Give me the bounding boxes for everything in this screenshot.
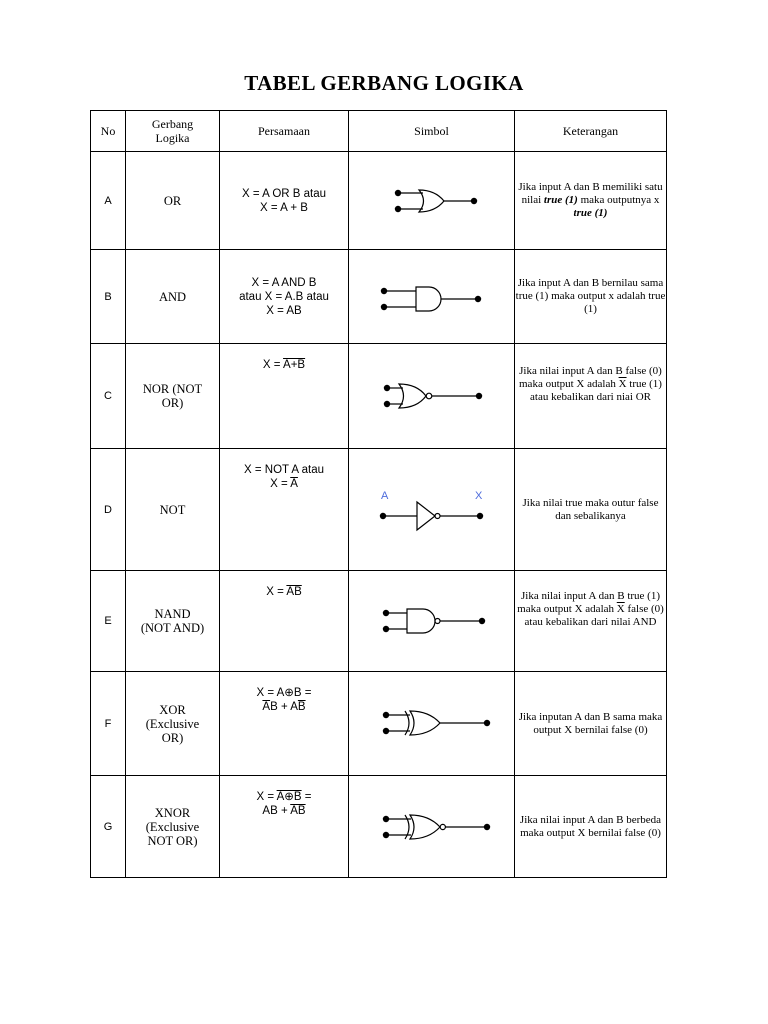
equation-line [220,477,348,491]
equation-line: atau X = A.B atau [239,290,329,303]
description: Jika input A dan B bernilau sama true (1) maka output x adalah true (1) [515,250,667,344]
row-no: G [91,776,126,878]
logic-gate-table [90,110,667,878]
row-no: F [91,672,126,776]
gate-name-line: NAND [154,607,191,621]
table-row-nand [91,571,667,672]
nand-gate-icon [349,572,515,671]
equation-line [220,700,348,714]
description-body [517,590,664,628]
description [515,152,667,250]
equation-overline: $\overline{AB}$ [290,805,306,817]
equation-text: = [301,791,312,803]
page-title: TABEL GERBANG LOGIKA [244,71,524,95]
row-no: D [91,449,126,571]
equation-line [220,571,348,599]
gate-name-line: OR) [161,730,184,745]
xnor-gate-icon [349,777,515,877]
equation [220,344,349,449]
description-emphasis: true (1) [573,207,608,219]
gate-name [126,571,220,672]
equation-line: X = NOT A atau [243,464,325,476]
not-gate-icon [349,450,515,570]
equation-overline: $\overline{A}$ [262,701,271,713]
table-row-not [91,449,667,571]
equation-line: X = A AND B [251,276,317,289]
table-row-or [91,152,667,250]
table-row-xnor [91,776,667,878]
row-no: B [91,250,126,344]
description-overline: $\overline{X}$ [616,602,625,615]
gate-symbol [349,152,515,250]
gate-name-line: (Exclusive [145,819,200,834]
equation [220,672,349,776]
not-output-label: X [475,489,483,502]
header-simbol: Simbol [349,111,515,152]
description [515,571,667,672]
equation-line [220,344,348,372]
description-text: Jika input A dan B memiliki satu nilai [518,181,663,206]
description: Jika inputan A dan B sama maka output X bernilai false (0) [515,672,667,776]
equation-text: B + A [270,701,298,713]
nor-gate-icon [349,345,515,448]
gate-name-line: NOT OR) [147,833,198,848]
description-text: maka outputnya x [577,194,660,206]
equation-line: X = A OR B atau [241,187,327,200]
table-row-and [91,250,667,344]
equation [220,776,349,878]
gate-symbol [349,250,515,344]
equation-line [220,804,348,818]
equation-overline: $\overline{B}$ [297,701,306,713]
row-no: A [91,152,126,250]
xor-gate-icon [349,673,515,775]
equation-line: X = A + B [260,201,308,214]
equation-overline: $\overline{AB}$ [286,586,302,598]
gate-name-line: OR) [161,396,184,410]
and-gate-icon [349,251,515,343]
equation [220,449,349,571]
description: Jika nilai true maka outur false dan sebalikanya [515,449,667,571]
row-no: E [91,571,126,672]
row-no: C [91,344,126,449]
equation-overline: A+B [283,359,306,371]
gate-name [126,776,220,878]
gate-symbol [349,571,515,672]
equation-text: X = [270,478,291,490]
table-row-xor [91,672,667,776]
gate-name: AND [126,250,220,344]
description [515,344,667,449]
description-body [519,365,662,403]
gate-name-line: (Exclusive [145,716,200,731]
equation-overline: A⊕B [276,791,302,803]
equation [220,571,349,672]
gate-symbol [349,776,515,878]
equation-text: AB + [262,805,291,817]
description-text: Jika nilai input A dan B false (0) maka output X adalah [519,364,662,390]
gate-name: OR [126,152,220,250]
header-no: No [91,111,126,152]
description-emphasis: true (1) [543,194,578,206]
description-overline: $\overline{X}$ [618,377,627,390]
equation-overline: $\overline{A}$ [290,478,298,490]
equation-line: X = AB [266,304,302,317]
gate-name-line: XNOR [154,805,191,820]
equation-text: X = [266,586,287,598]
header-keterangan: Keterangan [515,111,667,152]
header-gerbang: Gerbang [151,117,194,131]
header-logika: Logika [155,131,190,145]
description-text: Jika nilai input A dan B true (1) maka output X adalah [517,589,660,615]
description-text: false (0) atau kebalikan dari nilai AND [524,602,664,628]
header-persamaan: Persamaan [220,111,349,152]
gate-name: NOT [126,449,220,571]
gate-symbol [349,344,515,449]
gate-name [126,344,220,449]
equation-line: X = A⊕B = [256,687,312,699]
equation [220,152,349,250]
equation-text: X = [262,359,284,371]
equation-text: X = [256,791,277,803]
equation-line [220,776,348,804]
description: Jika nilai input A dan B berbeda maka output X bernilai false (0) [515,776,667,878]
equation [220,250,349,344]
gate-symbol [349,449,515,571]
not-input-label: A [381,489,389,502]
header-row [91,111,667,152]
table-row-nor [91,344,667,449]
gate-name-line: XOR [159,702,186,717]
gate-name-line: NOR (NOT [142,382,203,396]
gate-name [126,672,220,776]
or-gate-icon [349,153,515,249]
gate-symbol [349,672,515,776]
header-gerbang-logika [126,111,220,152]
description-text: true (1) atau kebalikan dari niai OR [530,377,662,403]
gate-name-line: (NOT AND) [140,621,205,635]
